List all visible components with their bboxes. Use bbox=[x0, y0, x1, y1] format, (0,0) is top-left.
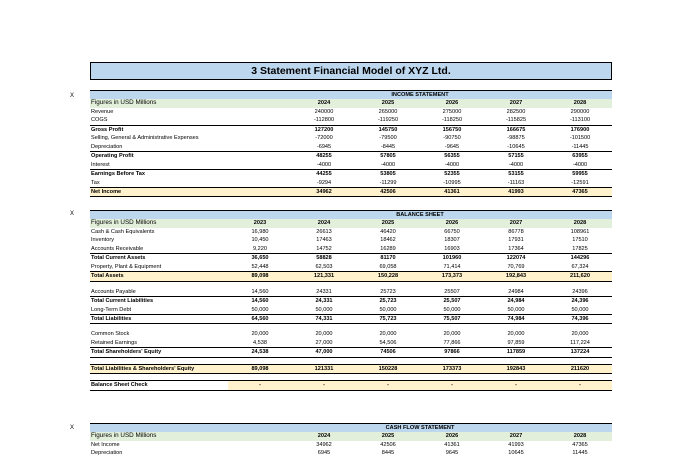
value-cell: 74,396 bbox=[548, 314, 612, 323]
value-cell: 192,843 bbox=[484, 272, 548, 281]
balance-sheet-table bbox=[90, 210, 612, 391]
value-cell: 25723 bbox=[380, 288, 396, 295]
spacer-row bbox=[90, 374, 612, 381]
year-cell: 2024 bbox=[292, 432, 356, 440]
value-cell: -79500 bbox=[379, 135, 397, 142]
value-cell: 54,506 bbox=[379, 339, 397, 346]
row-marker: X bbox=[70, 93, 75, 99]
table-row bbox=[90, 288, 612, 297]
value-cell: 9,220 bbox=[253, 245, 267, 252]
value-cell: 173,373 bbox=[420, 272, 484, 281]
year-row bbox=[90, 99, 612, 107]
cash-flow-header: CASH FLOW STATEMENT bbox=[356, 424, 484, 433]
income-statement-table bbox=[90, 90, 612, 197]
row-label: Operating Profit bbox=[90, 152, 228, 161]
value-cell: 42506 bbox=[356, 187, 420, 196]
value-cell: 75,507 bbox=[420, 314, 484, 323]
row-label: Total Shareholders' Equity bbox=[90, 348, 228, 357]
value-cell: 26613 bbox=[316, 228, 332, 235]
value-cell: 18307 bbox=[444, 237, 460, 244]
value-cell: -119250 bbox=[377, 117, 399, 124]
check-cell: - bbox=[292, 381, 356, 390]
table-row bbox=[90, 297, 612, 306]
value-cell: 34962 bbox=[292, 187, 356, 196]
value-cell: -113100 bbox=[569, 117, 591, 124]
value-cell: 69,058 bbox=[379, 263, 397, 270]
value-cell: -115825 bbox=[505, 117, 527, 124]
value-cell: 25,507 bbox=[420, 297, 484, 306]
value-cell: 18462 bbox=[380, 237, 396, 244]
check-cell: - bbox=[420, 381, 484, 390]
value-cell: 64,560 bbox=[228, 314, 292, 323]
value-cell: 117,224 bbox=[570, 339, 590, 346]
value-cell: 50,000 bbox=[443, 306, 461, 313]
value-cell: -11299 bbox=[379, 179, 397, 186]
value-cell: 20,000 bbox=[443, 331, 461, 338]
value-cell: 173373 bbox=[420, 364, 484, 373]
table-row bbox=[90, 441, 612, 449]
value-cell: 46420 bbox=[380, 228, 396, 235]
balance-check-row bbox=[90, 381, 612, 390]
value-cell: 86778 bbox=[508, 228, 524, 235]
value-cell: 74506 bbox=[356, 348, 420, 357]
row-label: Total Liabilities bbox=[90, 314, 228, 323]
value-cell: 16,980 bbox=[251, 228, 269, 235]
value-cell: 282500 bbox=[506, 108, 526, 115]
value-cell: -9294 bbox=[316, 179, 332, 186]
value-cell: 17825 bbox=[572, 245, 588, 252]
value-cell bbox=[228, 161, 292, 170]
value-cell: 63955 bbox=[548, 152, 612, 161]
value-cell bbox=[228, 170, 292, 179]
value-cell: 50,000 bbox=[571, 306, 589, 313]
year-cell: 2024 bbox=[292, 219, 356, 227]
value-cell: -8445 bbox=[380, 143, 396, 150]
value-cell: 74,331 bbox=[292, 314, 356, 323]
value-cell: 137224 bbox=[548, 348, 612, 357]
value-cell: 24331 bbox=[316, 288, 332, 295]
model-title: 3 Statement Financial Model of XYZ Ltd. bbox=[90, 62, 612, 80]
value-cell: 24,984 bbox=[484, 297, 548, 306]
value-cell: 117859 bbox=[484, 348, 548, 357]
row-label: COGS bbox=[91, 117, 108, 124]
value-cell: 122074 bbox=[484, 254, 548, 263]
value-cell: 166675 bbox=[484, 125, 548, 134]
value-cell: 66750 bbox=[444, 228, 460, 235]
table-row bbox=[90, 245, 612, 254]
value-cell bbox=[228, 441, 292, 449]
table-row bbox=[90, 108, 612, 116]
row-label: Inventory bbox=[91, 237, 115, 244]
value-cell: 57155 bbox=[484, 152, 548, 161]
value-cell: 47365 bbox=[572, 441, 588, 448]
value-cell bbox=[228, 179, 292, 188]
table-row bbox=[90, 314, 612, 323]
value-cell: -9645 bbox=[444, 143, 460, 150]
row-label: Revenue bbox=[91, 108, 114, 115]
row-marker: X bbox=[70, 425, 75, 431]
section-header-row bbox=[90, 424, 612, 433]
value-cell: 89,098 bbox=[228, 364, 292, 373]
value-cell: 50,000 bbox=[251, 306, 269, 313]
value-cell: 25,723 bbox=[356, 297, 420, 306]
value-cell: 89,098 bbox=[228, 272, 292, 281]
year-cell: 2025 bbox=[356, 99, 420, 107]
value-cell bbox=[228, 108, 292, 116]
value-cell: -11445 bbox=[571, 143, 589, 150]
value-cell: 14752 bbox=[316, 245, 332, 252]
value-cell: 24,331 bbox=[292, 297, 356, 306]
value-cell: 211620 bbox=[548, 364, 612, 373]
value-cell: -4000 bbox=[508, 161, 524, 168]
value-cell: 121331 bbox=[292, 364, 356, 373]
value-cell: 77,866 bbox=[443, 339, 461, 346]
value-cell bbox=[228, 134, 292, 142]
value-cell: 47,000 bbox=[292, 348, 356, 357]
value-cell: 17364 bbox=[508, 245, 524, 252]
table-row bbox=[90, 134, 612, 142]
year-row bbox=[90, 432, 612, 440]
check-cell: - bbox=[484, 381, 548, 390]
value-cell: 48255 bbox=[292, 152, 356, 161]
value-cell: 20,000 bbox=[251, 331, 269, 338]
value-cell: 127200 bbox=[292, 125, 356, 134]
table-row bbox=[90, 449, 612, 457]
value-cell bbox=[228, 125, 292, 134]
value-cell: 41361 bbox=[420, 187, 484, 196]
value-cell: 97,859 bbox=[507, 339, 525, 346]
value-cell: 50,000 bbox=[315, 306, 333, 313]
row-label: Retained Earnings bbox=[91, 339, 138, 346]
row-label: Gross Profit bbox=[90, 125, 228, 134]
value-cell: 176900 bbox=[548, 125, 612, 134]
row-label: Depreciation bbox=[91, 143, 123, 150]
value-cell: 17463 bbox=[316, 237, 332, 244]
value-cell: -98875 bbox=[507, 135, 525, 142]
table-row bbox=[90, 263, 612, 272]
table-row bbox=[90, 152, 612, 161]
value-cell: 27,000 bbox=[315, 339, 333, 346]
value-cell bbox=[228, 449, 292, 457]
value-cell: 47365 bbox=[548, 187, 612, 196]
value-cell bbox=[228, 152, 292, 161]
value-cell: 67,324 bbox=[571, 263, 589, 270]
value-cell: 8445 bbox=[381, 450, 395, 457]
value-cell: 144296 bbox=[548, 254, 612, 263]
value-cell: 50,000 bbox=[507, 306, 525, 313]
value-cell: 58828 bbox=[292, 254, 356, 263]
table-row bbox=[90, 143, 612, 152]
year-cell: 2028 bbox=[548, 432, 612, 440]
value-cell: 53805 bbox=[356, 170, 420, 179]
table-row bbox=[90, 187, 612, 196]
value-cell: -10645 bbox=[507, 143, 525, 150]
value-cell: 50,000 bbox=[379, 306, 397, 313]
section-header-row bbox=[90, 211, 612, 220]
table-row bbox=[90, 228, 612, 236]
units-label: Figures in USD Millions bbox=[90, 432, 228, 440]
row-label: Selling, General & Administrative Expenses bbox=[91, 135, 199, 142]
value-cell: 150,228 bbox=[356, 272, 420, 281]
value-cell bbox=[228, 187, 292, 196]
value-cell: 56355 bbox=[420, 152, 484, 161]
value-cell: 24,396 bbox=[548, 297, 612, 306]
year-row bbox=[90, 219, 612, 227]
table-row bbox=[90, 236, 612, 244]
value-cell: -12591 bbox=[571, 179, 589, 186]
value-cell: 145750 bbox=[356, 125, 420, 134]
value-cell: 44255 bbox=[292, 170, 356, 179]
year-cell: 2027 bbox=[484, 432, 548, 440]
year-cell: 2023 bbox=[228, 219, 292, 227]
value-cell bbox=[228, 116, 292, 125]
value-cell: 25507 bbox=[444, 288, 460, 295]
value-cell: 20,000 bbox=[571, 331, 589, 338]
table-row bbox=[90, 254, 612, 263]
value-cell: 71,414 bbox=[443, 263, 461, 270]
units-label: Figures in USD Millions bbox=[90, 219, 228, 227]
table-row bbox=[90, 161, 612, 170]
value-cell: 240000 bbox=[314, 108, 334, 115]
value-cell: 42506 bbox=[380, 441, 396, 448]
year-cell: 2024 bbox=[292, 99, 356, 107]
value-cell: -118250 bbox=[441, 117, 463, 124]
year-cell: 2027 bbox=[484, 219, 548, 227]
value-cell: 36,650 bbox=[228, 254, 292, 263]
cash-flow-table bbox=[90, 423, 612, 458]
value-cell: 52355 bbox=[420, 170, 484, 179]
row-label: Accounts Payable bbox=[91, 288, 136, 295]
year-cell bbox=[228, 99, 292, 107]
value-cell: 24396 bbox=[572, 288, 588, 295]
value-cell: 81170 bbox=[356, 254, 420, 263]
value-cell: -11163 bbox=[507, 179, 525, 186]
table-row bbox=[90, 179, 612, 188]
value-cell: 74,984 bbox=[484, 314, 548, 323]
spacer-row bbox=[90, 357, 612, 364]
row-label: Earnings Before Tax bbox=[90, 170, 228, 179]
value-cell: 9645 bbox=[445, 450, 459, 457]
value-cell: 11445 bbox=[572, 450, 588, 457]
row-label: Total Assets bbox=[90, 272, 228, 281]
value-cell: -101500 bbox=[569, 135, 591, 142]
year-cell: 2028 bbox=[548, 99, 612, 107]
year-cell: 2027 bbox=[484, 99, 548, 107]
value-cell: -4000 bbox=[380, 161, 396, 168]
value-cell: 41993 bbox=[484, 187, 548, 196]
row-label: Tax bbox=[91, 179, 100, 186]
income-statement-header: INCOME STATEMENT bbox=[356, 91, 484, 100]
year-cell: 2025 bbox=[356, 432, 420, 440]
row-label: Long-Term Debt bbox=[91, 306, 132, 313]
value-cell: 16903 bbox=[444, 245, 460, 252]
value-cell: 17931 bbox=[508, 237, 524, 244]
value-cell: -90750 bbox=[443, 135, 461, 142]
value-cell: 34962 bbox=[316, 441, 332, 448]
value-cell: 10,450 bbox=[251, 237, 269, 244]
value-cell: 20,000 bbox=[315, 331, 333, 338]
value-cell: 57805 bbox=[356, 152, 420, 161]
value-cell: 41993 bbox=[508, 441, 524, 448]
value-cell: 20,000 bbox=[507, 331, 525, 338]
row-label: Common Stock bbox=[91, 331, 130, 338]
balance-sheet-header: BALANCE SHEET bbox=[356, 211, 484, 220]
value-cell: 24984 bbox=[508, 288, 524, 295]
table-row bbox=[90, 125, 612, 134]
row-label: Net Income bbox=[90, 187, 228, 196]
value-cell: -4000 bbox=[316, 161, 332, 168]
year-cell bbox=[228, 432, 292, 440]
value-cell: -112800 bbox=[313, 117, 335, 124]
table-row bbox=[90, 306, 612, 315]
value-cell: 52,448 bbox=[251, 263, 269, 270]
units-label: Figures in USD Millions bbox=[90, 99, 228, 107]
year-cell: 2026 bbox=[420, 99, 484, 107]
value-cell: 14,560 bbox=[251, 288, 269, 295]
value-cell: 6945 bbox=[317, 450, 331, 457]
value-cell: 101960 bbox=[420, 254, 484, 263]
table-row bbox=[90, 364, 612, 373]
value-cell: 41361 bbox=[444, 441, 460, 448]
row-label: Accounts Receivable bbox=[91, 245, 144, 252]
row-label: Net Income bbox=[91, 441, 120, 448]
value-cell: 75,723 bbox=[356, 314, 420, 323]
value-cell: 290000 bbox=[570, 108, 590, 115]
value-cell: 121,331 bbox=[292, 272, 356, 281]
value-cell: -4000 bbox=[444, 161, 460, 168]
value-cell: 53155 bbox=[484, 170, 548, 179]
value-cell: 14,560 bbox=[228, 297, 292, 306]
row-label: Balance Sheet Check bbox=[90, 381, 228, 390]
value-cell: 62,503 bbox=[315, 263, 333, 270]
value-cell: 192843 bbox=[484, 364, 548, 373]
value-cell: 10645 bbox=[508, 450, 524, 457]
row-marker: X bbox=[70, 211, 75, 217]
year-cell: 2026 bbox=[420, 219, 484, 227]
table-row bbox=[90, 272, 612, 281]
year-cell: 2028 bbox=[548, 219, 612, 227]
value-cell: 275000 bbox=[442, 108, 462, 115]
year-cell: 2026 bbox=[420, 432, 484, 440]
row-label: Total Current Assets bbox=[90, 254, 228, 263]
value-cell bbox=[228, 143, 292, 152]
table-row bbox=[90, 330, 612, 338]
value-cell: -10995 bbox=[443, 179, 461, 186]
value-cell: 108961 bbox=[570, 228, 590, 235]
value-cell: 4,538 bbox=[253, 339, 267, 346]
table-row bbox=[90, 339, 612, 348]
value-cell: 17510 bbox=[572, 237, 588, 244]
table-row bbox=[90, 170, 612, 179]
value-cell: 70,769 bbox=[507, 263, 525, 270]
value-cell: -72000 bbox=[315, 135, 333, 142]
value-cell: 211,620 bbox=[548, 272, 612, 281]
row-label: Total Current Liabilities bbox=[90, 297, 228, 306]
check-cell: - bbox=[548, 381, 612, 390]
row-label: Property, Plant & Equipment bbox=[91, 263, 162, 270]
row-label: Cash & Cash Equivalents bbox=[91, 228, 155, 235]
check-cell: - bbox=[356, 381, 420, 390]
row-label: Interest bbox=[91, 161, 110, 168]
value-cell: 20,000 bbox=[379, 331, 397, 338]
value-cell: 16289 bbox=[380, 245, 396, 252]
value-cell: 59955 bbox=[548, 170, 612, 179]
table-row bbox=[90, 348, 612, 357]
year-cell: 2025 bbox=[356, 219, 420, 227]
value-cell: -6945 bbox=[316, 143, 332, 150]
value-cell: 156750 bbox=[420, 125, 484, 134]
value-cell: 24,538 bbox=[228, 348, 292, 357]
value-cell: 97866 bbox=[420, 348, 484, 357]
value-cell: 265000 bbox=[378, 108, 398, 115]
value-cell: -4000 bbox=[572, 161, 588, 168]
value-cell: 150228 bbox=[356, 364, 420, 373]
row-label: Depreciation bbox=[91, 450, 123, 457]
check-cell: - bbox=[228, 381, 292, 390]
table-row bbox=[90, 116, 612, 125]
section-header-row bbox=[90, 91, 612, 100]
row-label: Total Liabilities & Shareholders' Equity bbox=[90, 364, 228, 373]
